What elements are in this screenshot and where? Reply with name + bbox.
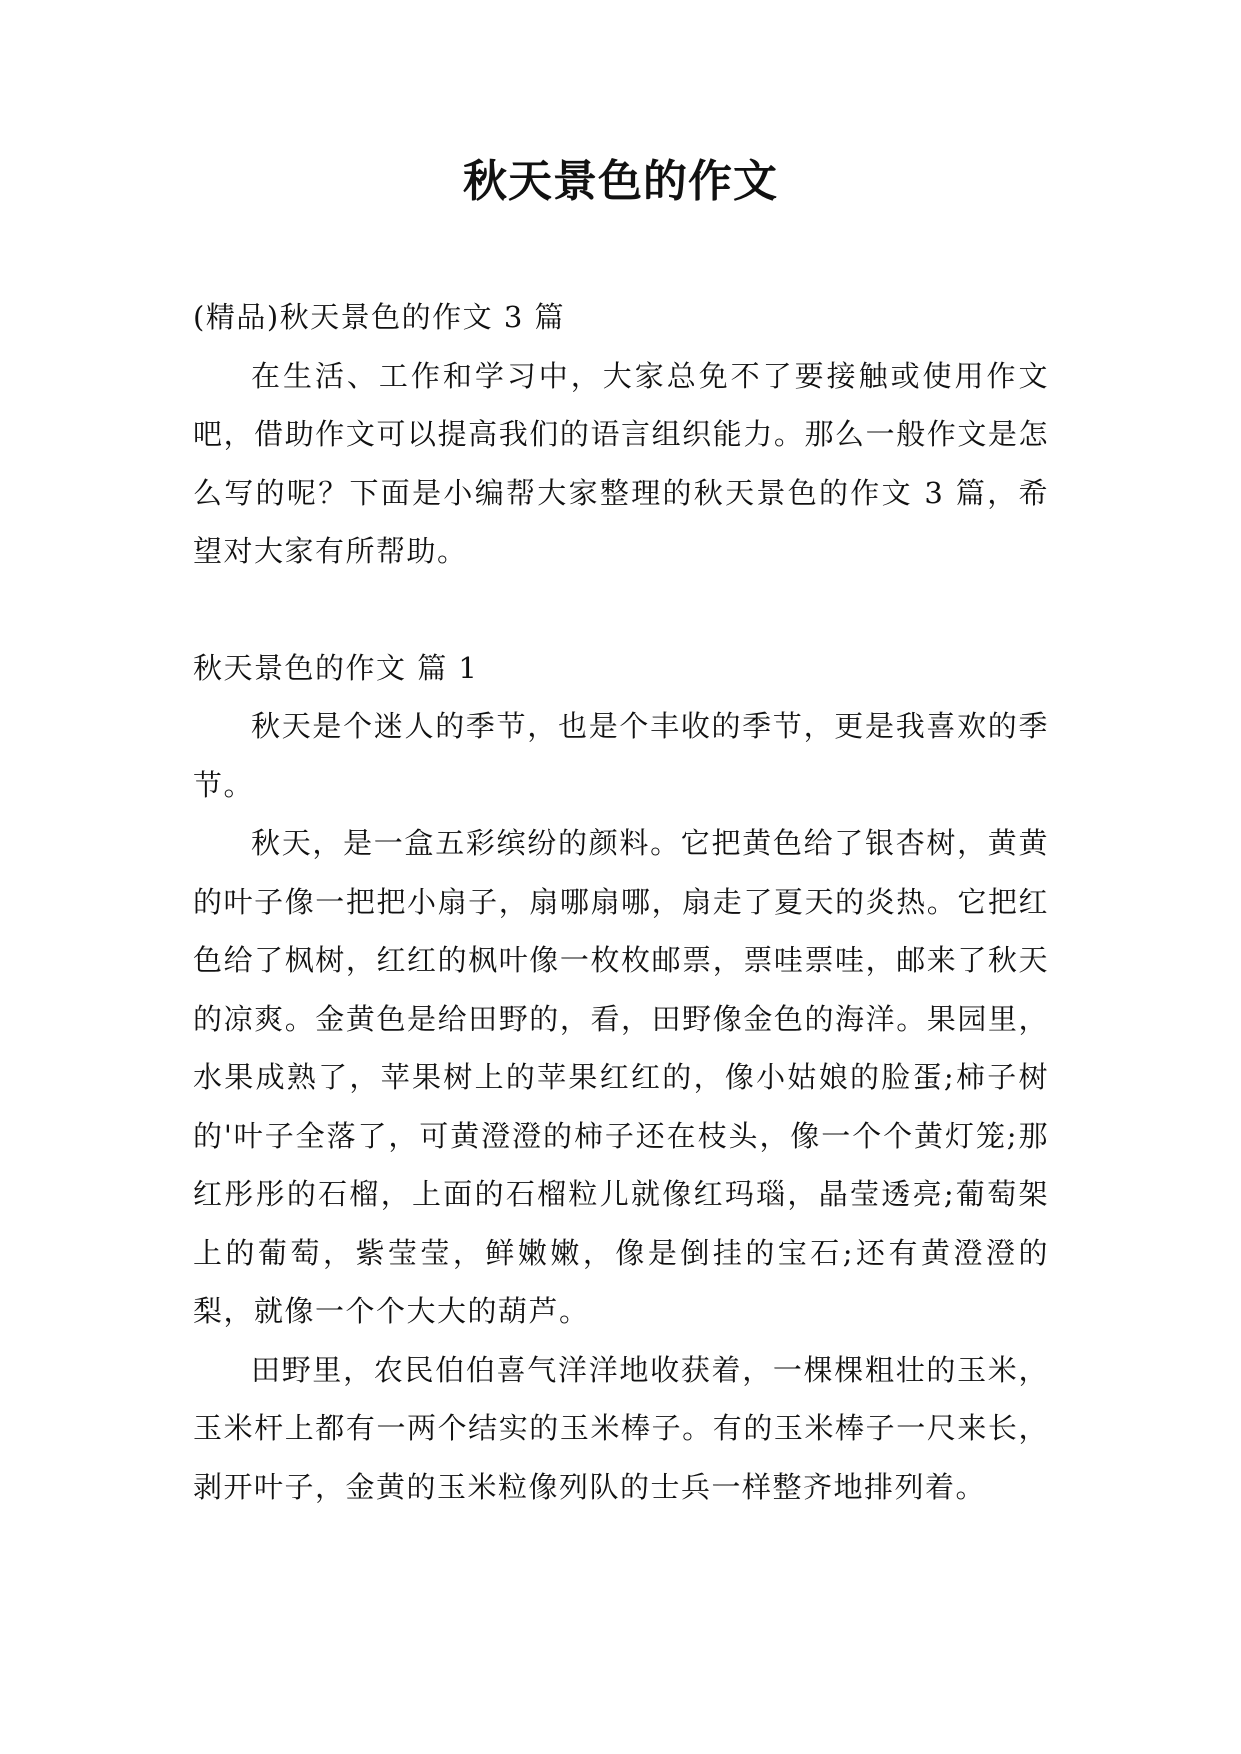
body-paragraph: 秋天是个迷人的季节，也是个丰收的季节，更是我喜欢的季节。 [193, 709, 1049, 802]
body-paragraph: 秋天，是一盒五彩缤纷的颜料。它把黄色给了银杏树，黄黄的叶子像一把把小扇子，扇哪扇哪，扇走了夏天的炎热。它把红色给了枫树，红红的枫叶像一枚枚邮票，票哇票哇，邮来了秋天的凉爽。金黄色是给田野的，看，田野像金色的海洋。果园里，水果成熟了，苹果树上的苹果红红的，像小姑娘的脸蛋;柿子树的'叶子全落了，可黄澄澄的柿子还在枝头，像一个个黄灯笼;那红彤彤的石榴，上面的石榴粒儿就像红玛瑙，晶莹透亮;葡萄架上的葡萄，紫莹莹，鲜嫩嫩，像是倒挂的宝石;还有黄澄澄的梨，就像一个个大大的葫芦。 [193, 826, 1049, 1328]
body-paragraph: 田野里，农民伯伯喜气洋洋地收获着，一棵棵粗壮的玉米，玉米杆上都有一两个结实的玉米棒子。有的玉米棒子一尺来长，剥开叶子，金黄的玉米粒像列队的士兵一样整齐地排列着。 [193, 1352, 1049, 1504]
document-body [193, 288, 1049, 1516]
intro-paragraph: 在生活、工作和学习中，大家总免不了要接触或使用作文吧，借助作文可以提高我们的语言组织能力。那么一般作文是怎么写的呢？下面是小编帮大家整理的秋天景色的作文 3 篇，希望对大家有所帮助。 [193, 358, 1049, 568]
document-title: 秋天景色的作文 [463, 156, 778, 207]
document-subtitle: (精品)秋天景色的作文 3 篇 [193, 300, 566, 334]
section-heading: 秋天景色的作文 篇 1 [193, 650, 479, 685]
